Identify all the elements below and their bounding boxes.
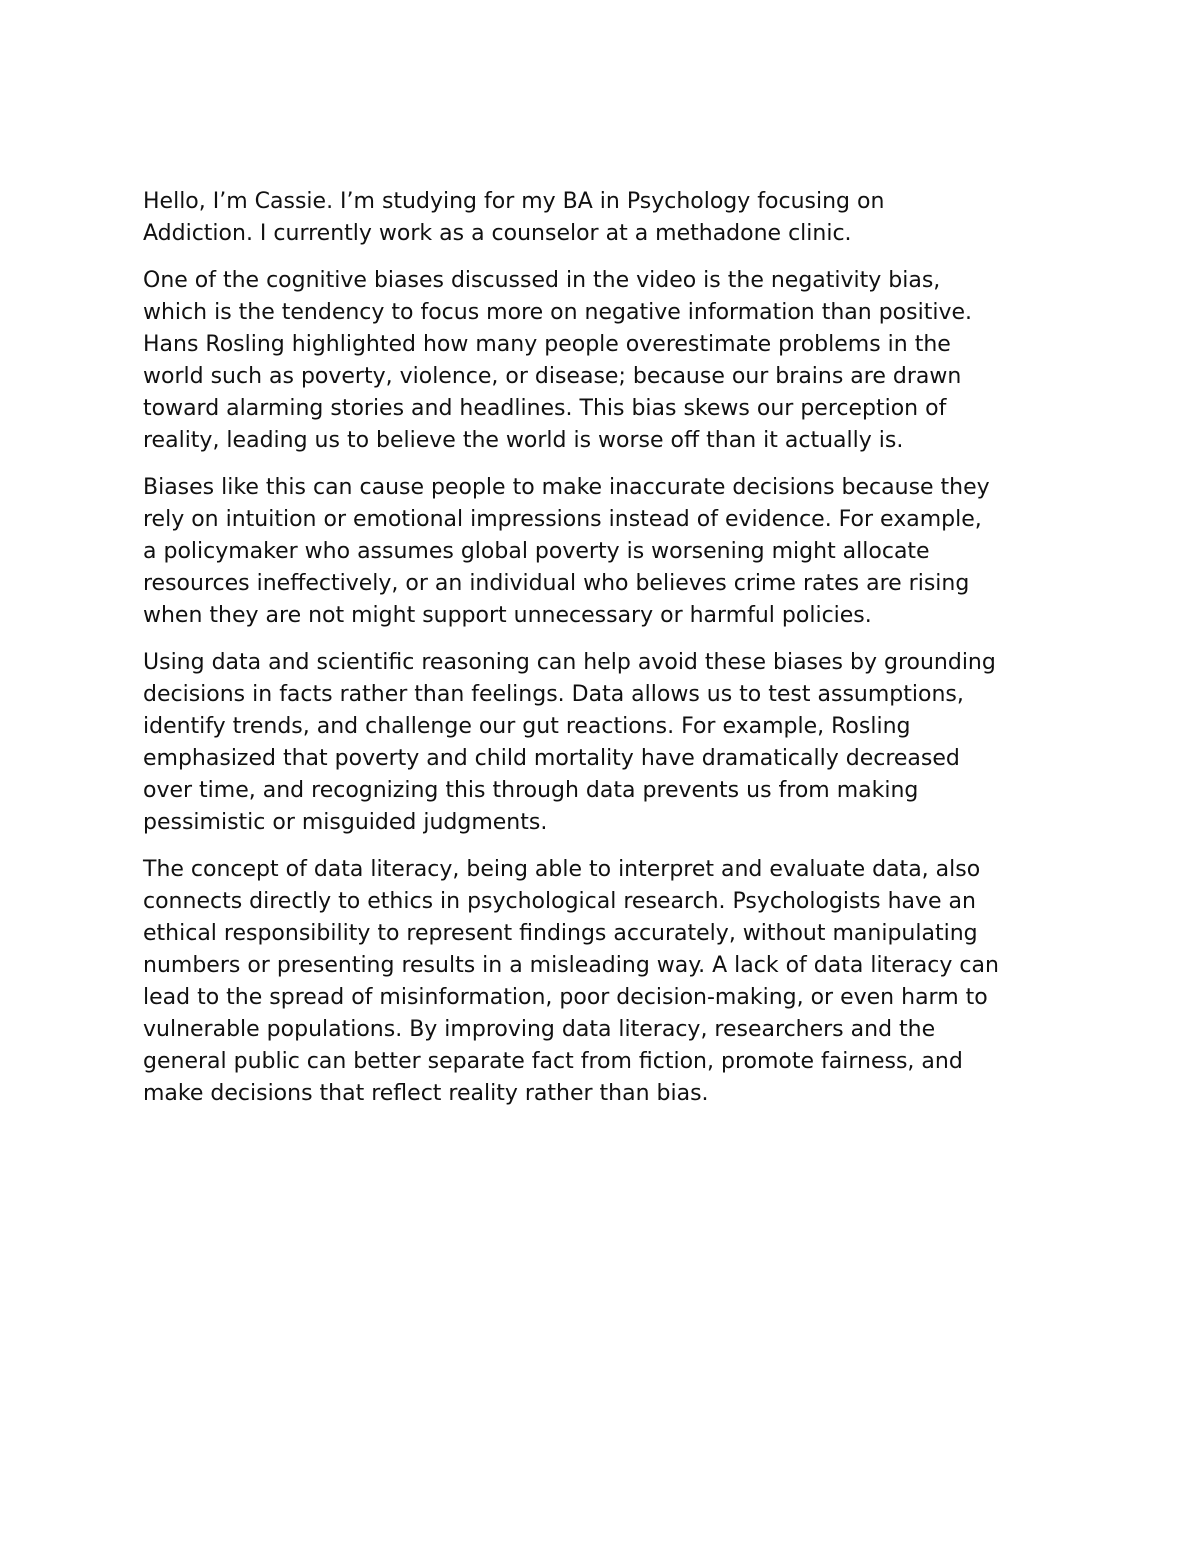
text-line: emphasized that poverty and child mortality have dramatically decreased	[143, 746, 960, 771]
text-line: lead to the spread of misinformation, poor decision-making, or even harm to	[143, 985, 988, 1010]
text-line: Hello, I’m Cassie. I’m studying for my BA in Psychology focusing on	[143, 189, 885, 214]
text-line: identify trends, and challenge our gut reactions. For example, Rosling	[143, 714, 911, 739]
text-line: resources ineffectively, or an individual who believes crime rates are rising	[143, 571, 970, 596]
text-line: Hans Rosling highlighted how many people overestimate problems in the	[143, 332, 951, 357]
text-line: pessimistic or misguided judgments.	[143, 810, 548, 835]
text-line: which is the tendency to focus more on negative information than positive.	[143, 300, 973, 325]
text-line: reality, leading us to believe the world is worse off than it actually is.	[143, 428, 904, 453]
text-line: rely on intuition or emotional impressions instead of evidence. For example,	[143, 507, 982, 532]
text-line: The concept of data literacy, being able to interpret and evaluate data, also	[143, 857, 981, 882]
document-body	[143, 186, 1068, 1125]
text-line: decisions in facts rather than feelings. Data allows us to test assumptions,	[143, 682, 964, 707]
text-line: general public can better separate fact from fiction, promote fairness, and	[143, 1049, 963, 1074]
text-line: Addiction. I currently work as a counselor at a methadone clinic.	[143, 221, 852, 246]
text-line: One of the cognitive biases discussed in the video is the negativity bias,	[143, 268, 941, 293]
paragraph-introduction	[143, 186, 1068, 250]
text-line: make decisions that reflect reality rather than bias.	[143, 1081, 709, 1106]
paragraph-negativity-bias	[143, 265, 1068, 457]
text-line: when they are not might support unnecessary or harmful policies.	[143, 603, 872, 628]
text-line: vulnerable populations. By improving data literacy, researchers and the	[143, 1017, 936, 1042]
paragraph-data-reasoning	[143, 647, 1068, 839]
text-line: Biases like this can cause people to make inaccurate decisions because they	[143, 475, 990, 500]
text-line: ethical responsibility to represent findings accurately, without manipulating	[143, 921, 978, 946]
text-line: Using data and scientific reasoning can help avoid these biases by grounding	[143, 650, 996, 675]
paragraph-inaccurate-decisions	[143, 472, 1068, 632]
paragraph-data-literacy	[143, 854, 1068, 1110]
text-line: a policymaker who assumes global poverty is worsening might allocate	[143, 539, 930, 564]
text-line: over time, and recognizing this through data prevents us from making	[143, 778, 919, 803]
text-line: world such as poverty, violence, or disease; because our brains are drawn	[143, 364, 962, 389]
text-line: numbers or presenting results in a misleading way. A lack of data literacy can	[143, 953, 999, 978]
text-line: connects directly to ethics in psychological research. Psychologists have an	[143, 889, 976, 914]
text-line: toward alarming stories and headlines. This bias skews our perception of	[143, 396, 947, 421]
